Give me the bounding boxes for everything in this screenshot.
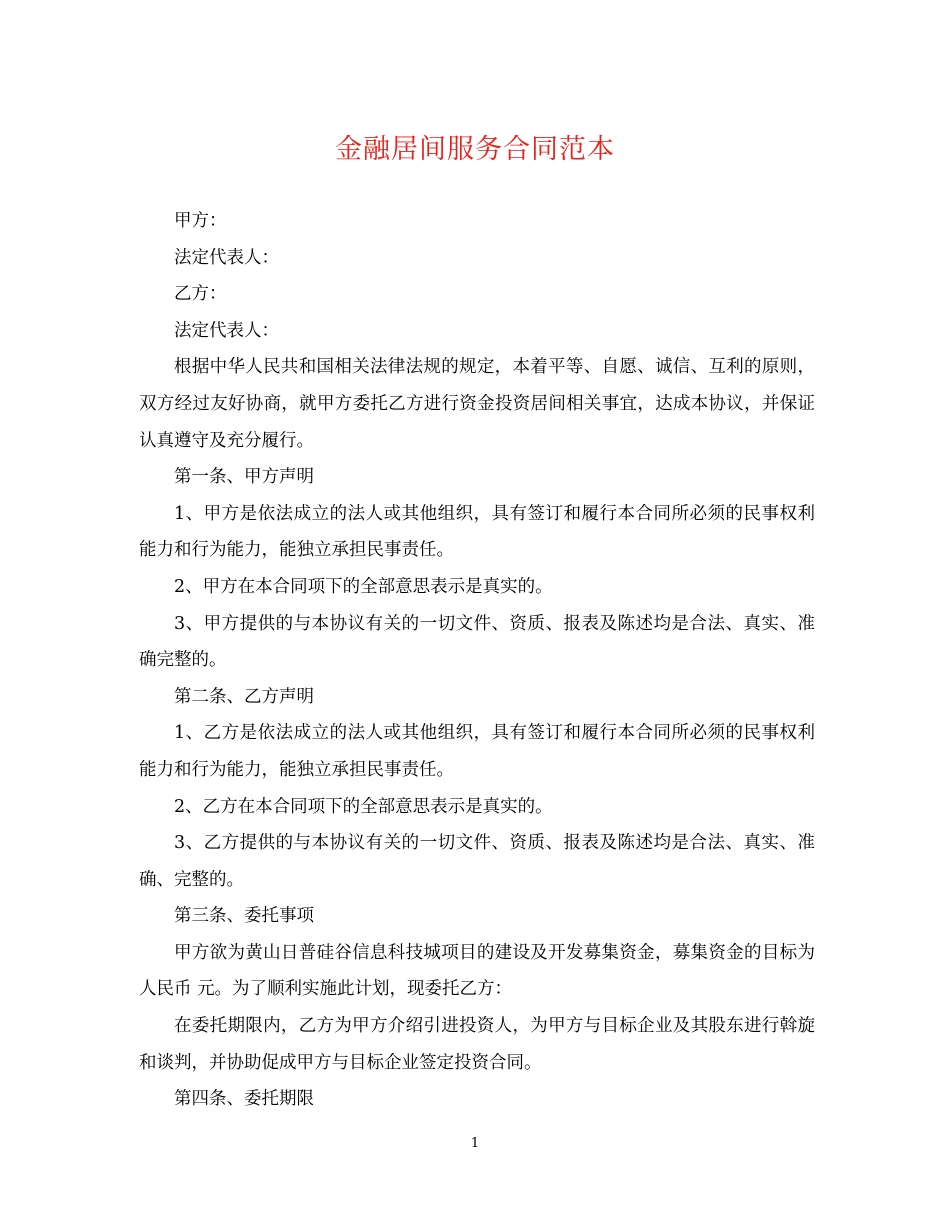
- page-number: 1: [470, 1136, 480, 1151]
- article-2-heading: 第二条、乙方声明: [174, 686, 314, 707]
- document-body: [139, 203, 815, 1118]
- article-3-paragraph-2: 在委托期限内，乙方为甲方介绍引进投资人，为甲方与目标企业及其股东进行斡旋和谈判，并协助促成甲方与目标企业签定投资合同。: [139, 1016, 815, 1073]
- article-1-clause-3: 3、甲方提供的与本协议有关的一切文件、资质、报表及陈述均是合法、真实、准确完整的。: [139, 613, 815, 671]
- article-2-clause-1: 1、乙方是依法成立的法人或其他组织，具有签订和履行本合同所必须的民事权利能力和行为能力，能独立承担民事责任。: [139, 723, 815, 780]
- article-2-clause-3: 3、乙方提供的与本协议有关的一切文件、资质、报表及陈述均是合法、真实、准确、完整的。: [139, 833, 815, 890]
- document-title: 金融居间服务合同范本: [335, 134, 615, 165]
- article-1-clause-2: 2、甲方在本合同项下的全部意思表示是真实的。: [174, 576, 553, 597]
- article-1-heading: 第一条、甲方声明: [174, 467, 314, 488]
- party-b-line: 乙方：: [174, 284, 227, 305]
- article-1-clause-1: 1、甲方是依法成立的法人或其他组织，具有签订和履行本合同所必须的民事权利能力和行为能力，能独立承担民事责任。: [139, 503, 815, 561]
- article-3-heading: 第三条、委托事项: [174, 906, 314, 927]
- party-a-representative-line: 法定代表人：: [174, 247, 279, 268]
- party-a-line: 甲方：: [174, 211, 227, 231]
- preamble-paragraph: 根据中华人民共和国相关法律法规的规定，本着平等、自愿、诚信、互利的原则，双方经过友好协商，就甲方委托乙方进行资金投资居间相关事宜，达成本协议，并保证认真遵守及充分履行。: [139, 357, 815, 451]
- party-b-representative-line: 法定代表人：: [174, 320, 279, 341]
- article-4-heading: 第四条、委托期限: [174, 1089, 314, 1110]
- article-3-paragraph-1: 甲方欲为黄山日普硅谷信息科技城项目的建设及开发募集资金，募集资金的目标为人民币 元。为了顺利实施此计划，现委托乙方：: [139, 942, 815, 1000]
- article-2-clause-2: 2、乙方在本合同项下的全部意思表示是真实的。: [174, 796, 553, 817]
